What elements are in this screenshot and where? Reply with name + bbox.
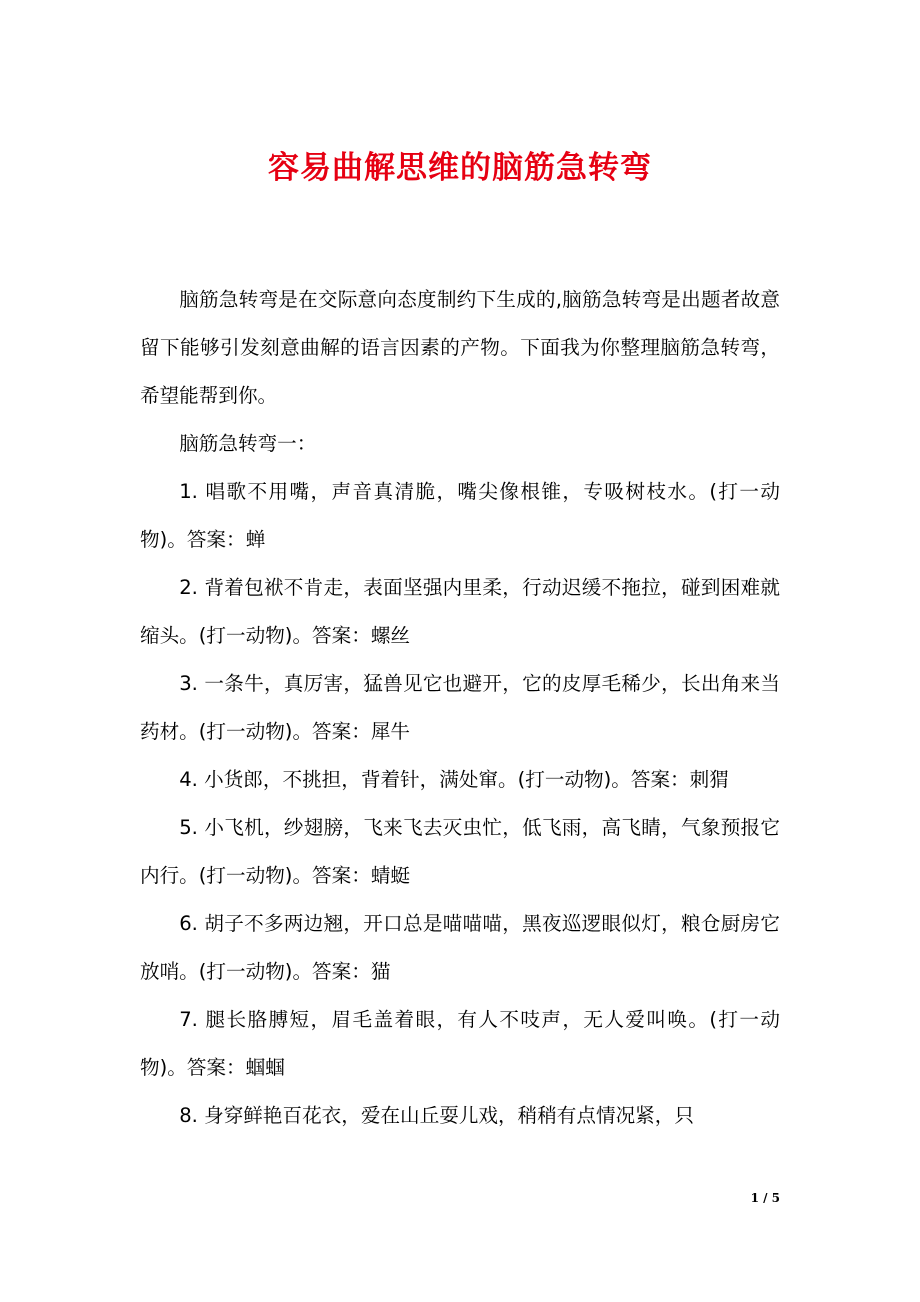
riddle-item: 6. 胡子不多两边翘，开口总是喵喵喵，黑夜巡逻眼似灯，粮仓厨房它放哨。(打一动物)。答案：猫 bbox=[140, 912, 780, 983]
document-title: 容易曲解思维的脑筋急转弯 bbox=[268, 150, 652, 186]
page-number: 1 / 5 bbox=[750, 1191, 780, 1205]
riddle-item: 5. 小飞机，纱翅膀，飞来飞去灭虫忙，低飞雨，高飞睛，气象预报它内行。(打一动物)。答案：蜻蜓 bbox=[140, 816, 780, 887]
riddle-item: 3. 一条牛，真厉害，猛兽见它也避开，它的皮厚毛稀少，长出角来当药材。(打一动物)。答案：犀牛 bbox=[140, 672, 780, 743]
riddle-item: 2. 背着包袱不肯走，表面坚强内里柔，行动迟缓不拖拉，碰到困难就缩头。(打一动物)。答案：螺丝 bbox=[140, 576, 780, 647]
intro-paragraph: 脑筋急转弯是在交际意向态度制约下生成的,脑筋急转弯是出题者故意留下能够引发刻意曲解的语言因素的产物。下面我为你整理脑筋急转弯，希望能帮到你。 bbox=[140, 288, 780, 407]
document-body bbox=[140, 276, 780, 1140]
section-heading: 脑筋急转弯一： bbox=[179, 432, 317, 455]
riddle-item: 8. 身穿鲜艳百花衣，爱在山丘耍儿戏，稍稍有点情况紧，只 bbox=[179, 1104, 694, 1127]
riddle-item: 7. 腿长胳膊短，眉毛盖着眼，有人不吱声，无人爱叫唤。(打一动物)。答案：蝈蝈 bbox=[140, 1008, 780, 1079]
riddle-item: 4. 小货郎，不挑担，背着针，满处窜。(打一动物)。答案：刺猬 bbox=[179, 768, 729, 791]
riddle-item: 1. 唱歌不用嘴，声音真清脆，嘴尖像根锥，专吸树枝水。(打一动物)。答案：蝉 bbox=[140, 480, 780, 551]
